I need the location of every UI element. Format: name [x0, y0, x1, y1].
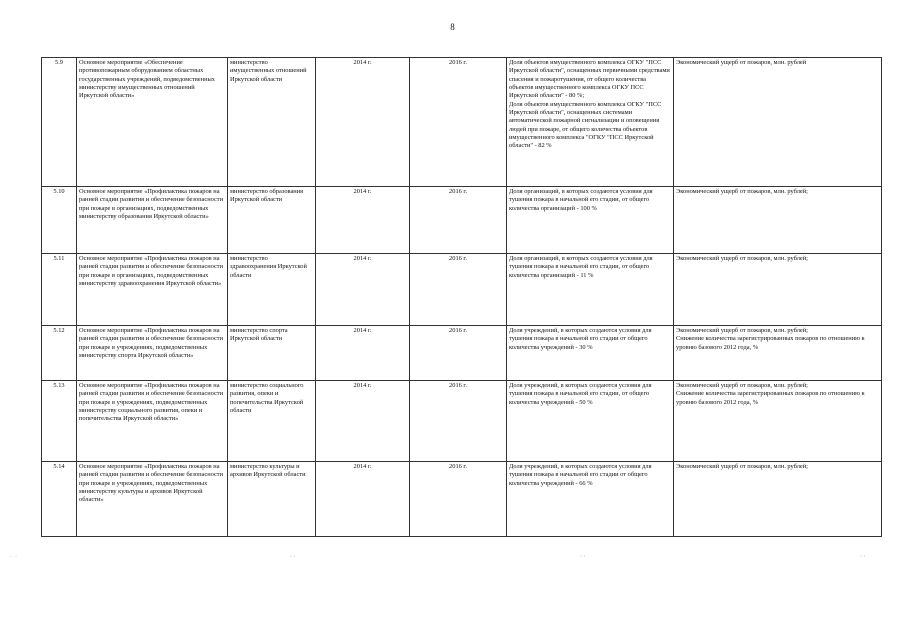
start-year-cell: 2014 г.	[316, 381, 410, 462]
event-cell: Основное мероприятие «Профилактика пожаров на ранней стадии развития и обеспечение безопасности при пожаре в организациях, подведомственных министерству здравоохранения Иркутской области»	[77, 254, 228, 326]
indicator-text: Доля организаций, в которых создаются условия для тушения пожара в начальной его стадии, от общего количества организаций - 100 %	[509, 188, 653, 212]
indicator-text: Доля объектов имущественного комплекса ОГКУ "ПСС Иркутской области", оснащенных системами автоматической пожарной сигнализации и оповещения людей при пожаре, от общего количества объектов имущественного комплекса "ОГКУ "ПСС Иркутской области" - 82 %	[509, 100, 662, 150]
table-row	[42, 187, 882, 254]
scan-artifact: · ·	[290, 554, 296, 560]
target-indicator-text: Экономический ущерб от пожаров, млн. рублей;	[676, 255, 808, 262]
table-row	[42, 58, 882, 187]
target-indicator-text: Экономический ущерб от пожаров, млн. рублей;	[676, 382, 808, 389]
targets-cell	[674, 187, 882, 254]
executor-cell: министерство культуры и архивов Иркутской области	[228, 462, 316, 537]
target-indicator-text: Экономический ущерб от пожаров, млн. рублей	[676, 59, 807, 66]
indicator-text: Доля объектов имущественного комплекса ОГКУ "ПСС Иркутской области", оснащенных первичными средствами спасения и пожаротушения, от общего количества объектов имущественного комплекса ОГКУ ПСС Иркутской области" - 80 %;	[509, 59, 670, 100]
indicator-text: Доля учреждений, в которых создаются условия для тушения пожара в начальной его стадии, от общего количества учреждений - 50 %	[509, 382, 652, 406]
scan-artifact: · ·	[580, 554, 586, 560]
row-number-cell: 5.13	[42, 381, 77, 462]
page-number: 8	[450, 22, 455, 32]
end-year-cell: 2016 г.	[410, 326, 507, 381]
measures-table	[41, 57, 882, 537]
end-year-cell: 2016 г.	[410, 187, 507, 254]
row-number-cell: 5.9	[42, 58, 77, 187]
end-year-cell: 2016 г.	[410, 462, 507, 537]
row-number-cell: 5.11	[42, 254, 77, 326]
executor-cell: министерство социального развития, опеки и попечительства Иркутской области	[228, 381, 316, 462]
targets-cell	[674, 58, 882, 187]
target-indicator-text: Снижение количества зарегистрированных пожаров по отношению к уровню базового 2012 года, %	[676, 390, 865, 406]
event-cell: Основное мероприятие «Профилактика пожаров на ранней стадии развития и обеспечение безопасности при пожаре в организациях, подведомственных министерству образования Иркутской области»	[77, 187, 228, 254]
indicators-cell	[507, 187, 674, 254]
targets-cell	[674, 381, 882, 462]
executor-cell: министерство имущественных отношений Иркутской области	[228, 58, 316, 187]
end-year-cell: 2016 г.	[410, 381, 507, 462]
targets-cell	[674, 462, 882, 537]
scan-artifact: · ·	[10, 554, 17, 560]
target-indicator-text: Экономический ущерб от пожаров, млн. рублей;	[676, 188, 808, 195]
start-year-cell: 2014 г.	[316, 462, 410, 537]
indicators-cell	[507, 58, 674, 187]
event-cell: Основное мероприятие «Профилактика пожаров на ранней стадии развития и обеспечение безопасности при пожаре в учреждениях, подведомственных министерству культуры и архивов Иркутской области»	[77, 462, 228, 537]
target-indicator-text: Экономический ущерб от пожаров, млн. рублей;	[676, 327, 808, 334]
start-year-cell: 2014 г.	[316, 58, 410, 187]
end-year-cell: 2016 г.	[410, 254, 507, 326]
indicators-cell	[507, 326, 674, 381]
table-row	[42, 462, 882, 537]
indicator-text: Доля организаций, в которых создаются условия для тушения пожара в начальной его стадии, от общего количества организаций - 11 %	[509, 255, 653, 279]
start-year-cell: 2014 г.	[316, 254, 410, 326]
executor-cell: министерство здравоохранения Иркутской области	[228, 254, 316, 326]
row-number-cell: 5.12	[42, 326, 77, 381]
target-indicator-text: Экономический ущерб от пожаров, млн. рублей;	[676, 463, 808, 470]
table-row	[42, 254, 882, 326]
indicators-cell	[507, 462, 674, 537]
table-row	[42, 326, 882, 381]
event-cell: Основное мероприятие «Профилактика пожаров на ранней стадии развития и обеспечение безопасности при пожаре в учреждениях, подведомственных министерству спорта Иркутской области»	[77, 326, 228, 381]
event-cell: Основное мероприятие «Обеспечение противопожарным оборудованием областных государственных учреждений, подведомственных министерству имущественных отношений Иркутской области»	[77, 58, 228, 187]
targets-cell	[674, 326, 882, 381]
indicator-text: Доля учреждений, в которых создаются условия для тушения пожара в начальной его стадии от общего количества учреждений - 30 %	[509, 327, 652, 351]
start-year-cell: 2014 г.	[316, 187, 410, 254]
start-year-cell: 2014 г.	[316, 326, 410, 381]
indicator-text: Доля учреждений, в которых создаются условия для тушения пожара в начальной его стадии от общего количества учреждений - 66 %	[509, 463, 652, 487]
indicators-cell	[507, 254, 674, 326]
event-cell: Основное мероприятие «Профилактика пожаров на ранней стадии развития и обеспечение безопасности при пожаре в учреждениях, подведомственных министерству социального развития, опеки и попечительства Иркутской области»	[77, 381, 228, 462]
targets-cell	[674, 254, 882, 326]
executor-cell: министерство образования Иркутской области	[228, 187, 316, 254]
table-body	[42, 58, 882, 537]
row-number-cell: 5.10	[42, 187, 77, 254]
end-year-cell: 2016 г.	[410, 58, 507, 187]
scan-artifact: · ·	[860, 554, 866, 560]
target-indicator-text: Снижение количества зарегистрированных пожаров по отношению к уровню базового 2012 года, %	[676, 335, 865, 351]
row-number-cell: 5.14	[42, 462, 77, 537]
table-row	[42, 381, 882, 462]
indicators-cell	[507, 381, 674, 462]
executor-cell: министерство спорта Иркутской области	[228, 326, 316, 381]
